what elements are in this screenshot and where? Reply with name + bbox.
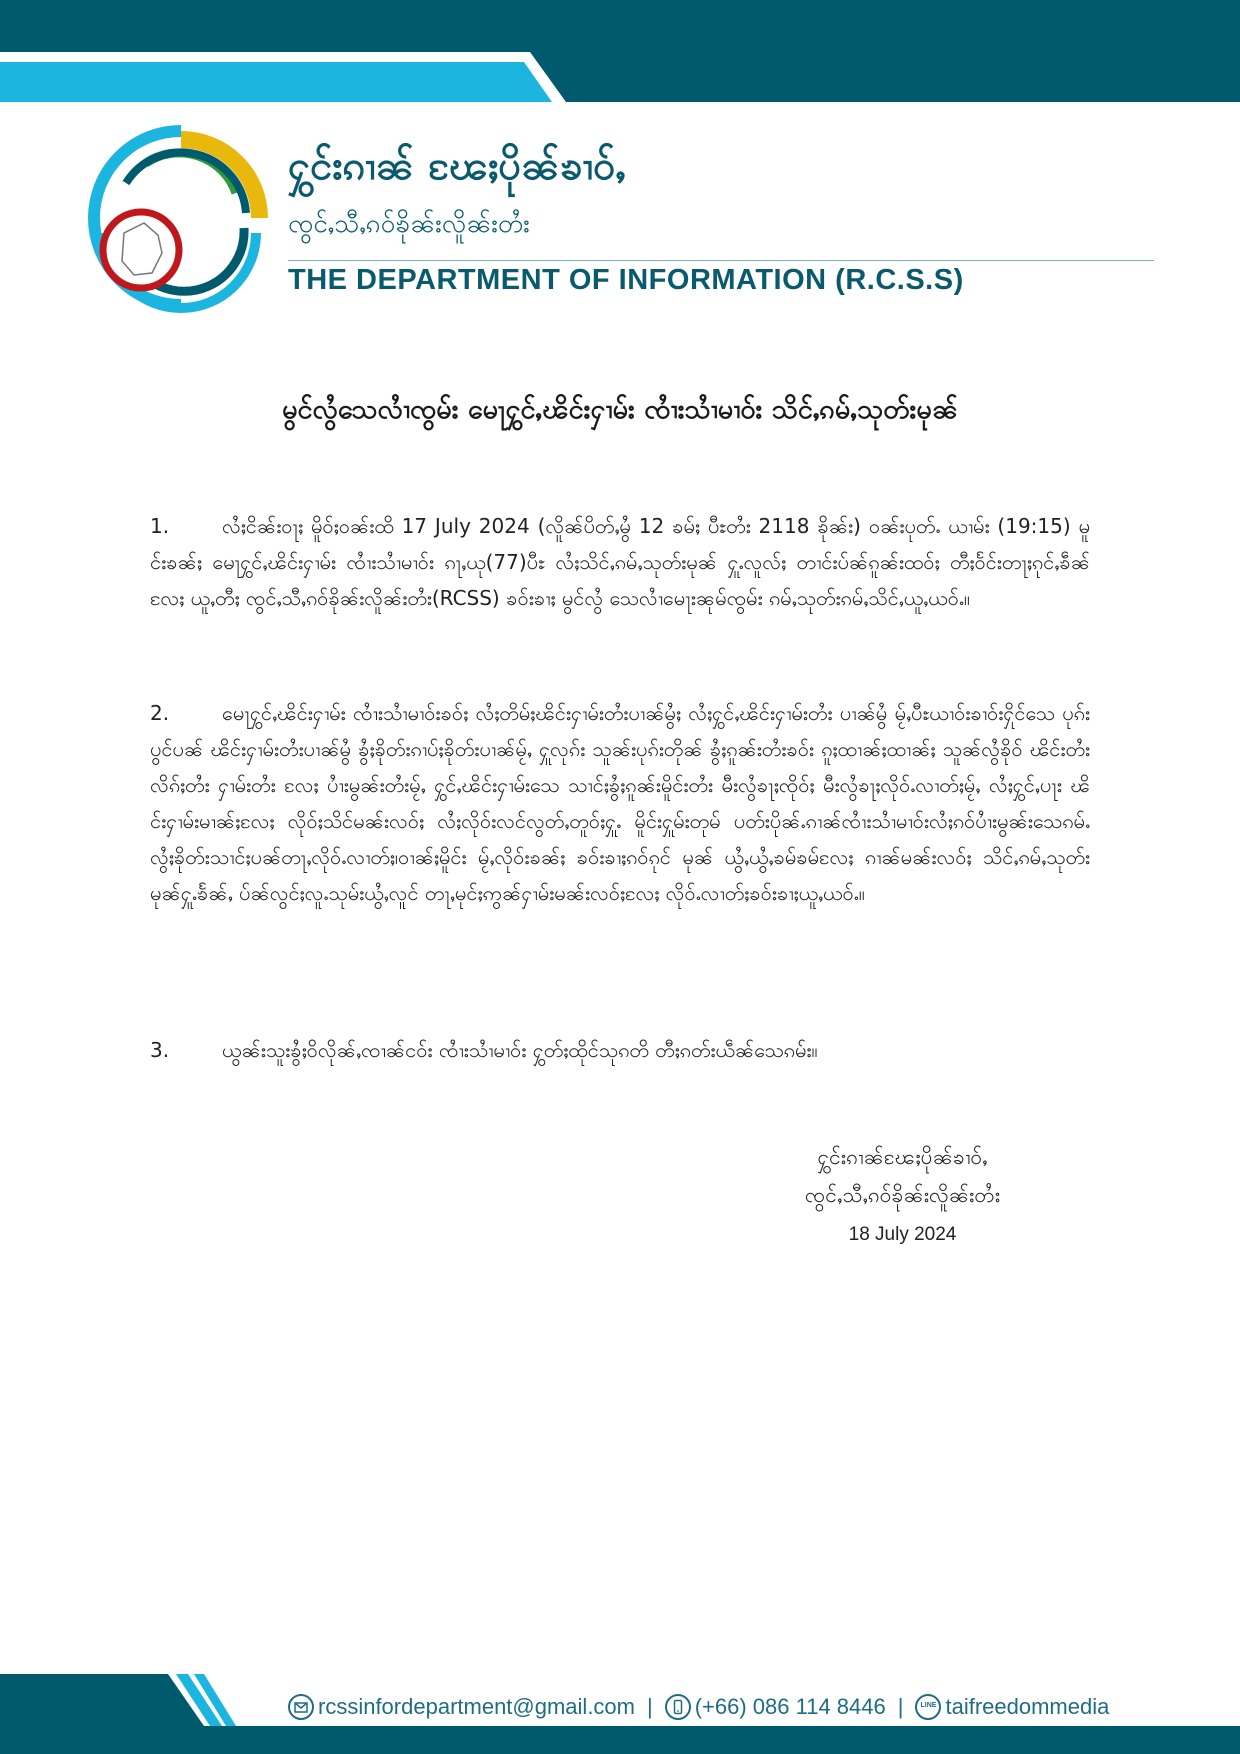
document-title: မွင်လွႆသေလၢႆၸွမ်း မေႃႁွင်ႇၽိင်းႁၢမ်း ၸၢႆးသၢႆမၢဝ်း သိင်ႇၵမ်ႇသုတ်းမုၼ် (282, 394, 958, 425)
separator: | (897, 1694, 904, 1719)
paragraph-3 (150, 1032, 1090, 1068)
line-icon-label: LINE (920, 1702, 937, 1709)
paragraph-number: 1. (150, 514, 170, 538)
paragraph-text: လႆႈငိၼ်းဝႃႈ မိူဝ်ႈဝၼ်းထိ 17 July 2024 (လိူၼ်ပိတ်ႇမွႆ 12 ၶမ်ႈ ပီႊတႆး 2118 ၶိုၼ်း) ဝၼ်းပုတ်ႉ ယၢမ်း (19:15) မူင်းၶၼ်ႈ မေႃႁွင်ႇၽိင်းႁၢမ်း ၸၢႆးသၢႆမၢဝ်း ၵႃႇယု(77)ပီႊ လႆႈသိင်ႇၵမ်ႇသုတ်းမုၼ် ႁူႉလူလ်ႈ တၢင်းပ်ၼ်ၵူၼ်းထဝ်ႈ တီႈဝႅင်းတႃႈၵုင်ႇၶဵၼ်လႄႈ ယူႇတီႈ ၸွင်ႇသီႇၵဝ်ၶိုၼ်းလိူၼ်းတႆး(RCSS) ၶဝ်းၶၢႈ မွင်လွႆ သေလၢႆမေႃးၼုမ်ၸွမ်း ၵမ်ႇသုတ်းၵမ်ႇသိင်ႇယူႇယဝ်ႉ။ (150, 514, 1090, 610)
header-divider (288, 260, 1154, 261)
phone-icon (665, 1694, 691, 1720)
header-band (0, 0, 1240, 110)
line-id-text: taifreedommedia (945, 1694, 1110, 1719)
paragraph-2 (150, 695, 1090, 911)
org-name-english: THE DEPARTMENT OF INFORMATION (R.C.S.S) (288, 264, 964, 296)
envelope-icon (288, 1694, 314, 1720)
signature-line-2: ၸွင်ႇသီႇၵဝ်ၶိုၼ်းလိူၼ်းတႆး (804, 1183, 1001, 1207)
rcss-logo (86, 123, 276, 313)
signature-date: 18 July 2024 (848, 1224, 957, 1245)
paragraph-1 (150, 508, 1090, 616)
email-contact[interactable] (288, 1694, 635, 1720)
org-subtitle-shan: ၸွင်ႇသီႇၵဝ်ၶိုၼ်းလိူၼ်းတႆး (288, 209, 530, 239)
paragraph-text: ယွၼ်းသူးၶွႆႈဝိလိုၼ်ႇၸၢၼ်ငဝ်း ၸၢႆးသၢႆမၢဝ်း ႁွတ်ႈထိုင်သုၵတိ တီႈၵတ်းယဵၼ်သေၵမ်း။ (222, 1038, 818, 1062)
paragraph-number: 2. (150, 701, 170, 725)
separator: | (647, 1694, 653, 1719)
email-text: rcssinfordepartment@gmail.com (318, 1694, 635, 1719)
line-contact[interactable] (915, 1694, 1109, 1720)
phone-contact[interactable] (665, 1694, 886, 1720)
contact-info (288, 1688, 1109, 1726)
paragraph-number: 3. (150, 1038, 170, 1062)
signature-line-1: ႁွင်းၵၢၼ်ၽႄႈပိုၼ်ၶၢဝ်ႇ (817, 1145, 988, 1169)
paragraph-text: မေႃႁွင်ႇၽိင်းႁၢမ်း ၸၢႆးသၢႆမၢဝ်းၶဝ်ႈ လႆႈတိမ်ႈၽိင်းႁၢမ်းတႆးပၢၼ်မွႆႈ လႆႈႁွင်ႇၽိင်းႁၢမ်းတႆး ပၢၼ်မွႆ မႂ်ႇပီႊယၢဝ်းၶၢဝ်းႁိုင်သေ ပုၵ်းပွင်ပၼ် ၽိင်းႁၢမ်းတႆးပၢၼ်မွႆ ၶွႆႈၶိုတ်းၵၢပ်ႈၶိုတ်းပၢၼ်မႂ်ႇ ႁူလုၵ်း သူၼ်းပုၵ်းတိုၼ် ၶွႆႈၵူၼ်းတႆးၶဝ်း ၵူႈထၢၼ်ႈထၢၼ်ႈ သူၼ်လွႆၶိုဝ် ၽိင်းတႆး လိၵ်ႈတႆး ႁၢမ်းတႆး လႄႈ ပၢႆးမွၼ်းတႆးမႂ်ႇ ႁွင်ႇၽိင်းႁၢမ်းသေ သၢင်ႈၶွႆႈၵူၼ်းမိူင်းတႆး မီးလွႆၶႃႈၸိုဝ်ႈ မီးလွႆၶႃႈလိုဝ်ႉလၢတ်ႈမႂ်ႇ လႆႈႁွင်ႇပႃး ၽိင်းႁၢမ်းမၢၼ်ႈလႄႈ လိုဝ်ႈသိင်မၼ်းလဝ်ႈ လႆႈလိုဝ်းလင်လွတ်ႇတူဝ်ႈႁူႉ မိူင်းႁူမ်းတုမ် ပတ်းပိုၼ်ႉၵၢၼ်ၸၢႆးသၢႆမၢဝ်းလႆႈၵဝ်ပၢႆးမွၼ်းသေၵမ်ႉလွႆႈၶိုတ်းသၢင်ႈပၼ်တႃႇလိုဝ်ႉလၢတ်ႈ၊ဝၢၼ်ႈမိူင်း မႂ်ႇလိုဝ်းၶၼ်ႈ ၶဝ်းၶၢႈၵဝ်ၵုင် မုၼ် ယွႆႇယွႆႇၶမ်ၶမ်လႄႈ ၵၢၼ်မၼ်းလဝ်ႈ သိင်ႇၵမ်ႇသုတ်းမုၼ်ႁူႉၶႅၼ်ႇ ပ်ၼ်လွင်ႈလူႉသုမ်းယွႆႇလူင် တႃႇမုင်ႈဢွၼ်ႁၢမ်းမၼ်းလဝ်ႈလႄႈ လိုဝ်ႉလၢတ်ႈၶဝ်းၶၢႈယူႇယဝ်ႉ။ (150, 701, 1090, 905)
phone-text: (+66) 086 114 8446 (694, 1694, 886, 1719)
line-app-icon (915, 1694, 941, 1720)
org-name-shan: ႁွင်းၵၢၼ် ၽႄႈပိုၼ်ၶၢဝ်ႇ (288, 143, 626, 189)
